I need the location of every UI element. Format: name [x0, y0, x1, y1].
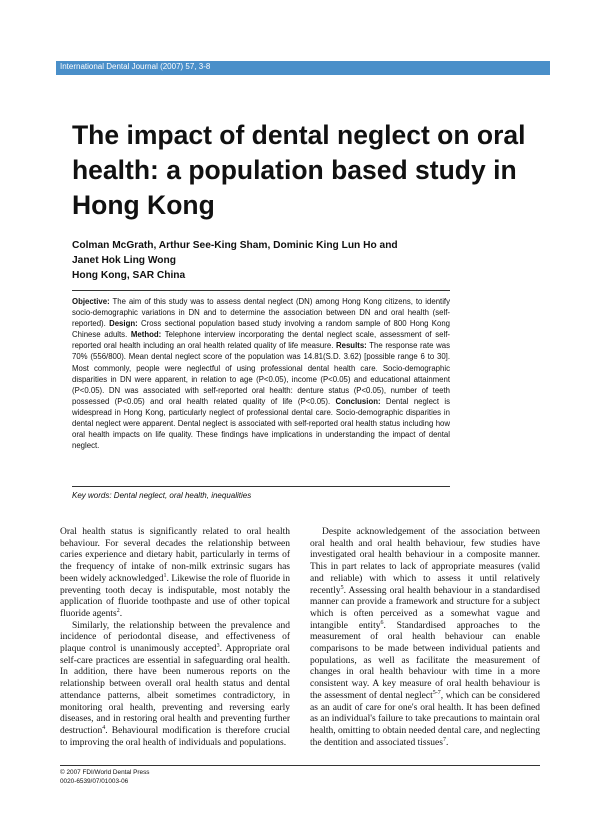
abstract-top-rule: [72, 290, 450, 291]
body-column-left: [60, 527, 290, 749]
method-text: Telephone interview incorporating the dental neglect scale, assessment of self-reported oral health including an oral health related quality of life measure.: [72, 330, 450, 351]
footer-rule: [60, 765, 540, 766]
article-title: The impact of dental neglect on oral health: a population based study in Hong Kong: [72, 120, 526, 220]
objective-text: The aim of this study was to assess dental neglect (DN) among Hong Kong citizens, to identify socio-demographic variations in DN and to determine the association between DN and oral health (self-reported).: [72, 297, 450, 329]
conclusion-label: Conclusion:: [335, 396, 381, 406]
article-code: 0020-6539/07/01003-06: [60, 777, 129, 785]
body-column-right: [310, 527, 540, 749]
results-text: The response rate was 70% (556/800). Mean dental neglect score of the population was 14.81(S.D. 3.62) [possible range 6 to 30]. Most commonly, people were neglectful of using professional dental health care. Socio-demographic disparities in DN were apparent, in relation to age (P<0.05), income (P<0.05) and educational attainment (P<0.05). DN was associated with self-reported oral health: denture status (P<0.05), number of teeth possessed (P<0.05) and oral health related quality of life (P<0.05).: [72, 341, 450, 406]
results-label: Results:: [336, 341, 367, 351]
abstract: [72, 296, 450, 451]
design-label: Design:: [109, 319, 138, 329]
body-paragraph: Oral health status is significantly related to oral health behaviour. For several decades the relationship between caries experience and dietary habit, particularly in terms of the frequency of intake of non-milk extrinsic sugars has been widely acknowledged$^1$. Likewise the role of fluoride in preventing tooth decay is indisputable, most notably the application of fluoride toothpaste and use of other topical fluoride agents$^2$.: [60, 527, 291, 619]
page-footer: [60, 769, 149, 786]
affiliation: Hong Kong, SAR China: [72, 270, 186, 281]
body-paragraph: Despite acknowledgement of the association between oral health and oral health behaviour, few studies have investigated oral health behaviour in a composite manner. This in part relates to lack of appropriate measures (valid and reliable) with which to assess it until relatively recently$^5$. Assessing oral health behaviour in a standardised manner can provide a framework and structure for a subject which is often perceived as a somewhat vague and intangible entity$^6$. Standardised approaches to the measurement of oral health behaviour can enable comparisons to be made between individual patients and populations, as well as facilitate the measurement of changes in oral health behaviour with time in a more consistent way. A key measure of oral health behaviour is the assessment of dental neglect$^{5-7}$, which can be considered as an audit of care for one's oral health. It has been defined as an individual's failure to take precautions to maintain oral health, omitting to obtain needed dental care, and neglecting the dentition and associated tissues$^7$.: [310, 527, 540, 748]
copyright-notice: © 2007 FDI/World Dental Press: [60, 769, 150, 776]
authors-line-1: Colman McGrath, Arthur See-King Sham, Dominic King Lun Ho and: [72, 240, 398, 251]
keywords: Key words: Dental neglect, oral health, inequalities: [72, 491, 252, 500]
conclusion-text: Dental neglect is widespread in Hong Kong, particularly neglect of professional dental care. Socio-demographic disparities in dental neglect were apparent. Dental neglect is associated with self-reported oral health status including how oral health impacts on life quality. These findings have implications in understanding the impact of dental neglect.: [72, 396, 450, 451]
design-text: Cross sectional population based study involving a random sample of 800 Hong Kong Chinese adults.: [72, 319, 450, 340]
journal-citation: International Dental Journal (2007) 57, 3-8: [60, 62, 211, 71]
objective-label: Objective:: [72, 297, 110, 306]
author-block: [72, 238, 472, 283]
method-label: Method:: [130, 330, 162, 340]
body-paragraph: Similarly, the relationship between the prevalence and incidence of periodontal disease, and effectiveness of plaque control is unanimously accepted$^3$. Appropriate oral self-care practices are essential in safeguarding oral health. In addition, there have been numerous reports on the relationship between overall oral health status and dental attendance patterns, albeit sometimes contradictory, in monitoring oral health, preventing and reversing early diseases, and in restoring oral health and preventing further destruction$^4$. Behavioural modification is therefore crucial to improving the oral health of individuals and populations.: [60, 620, 290, 748]
journal-banner: [56, 61, 550, 75]
abstract-bottom-rule: [72, 486, 450, 487]
authors-line-2: Janet Hok Ling Wong: [72, 255, 176, 266]
